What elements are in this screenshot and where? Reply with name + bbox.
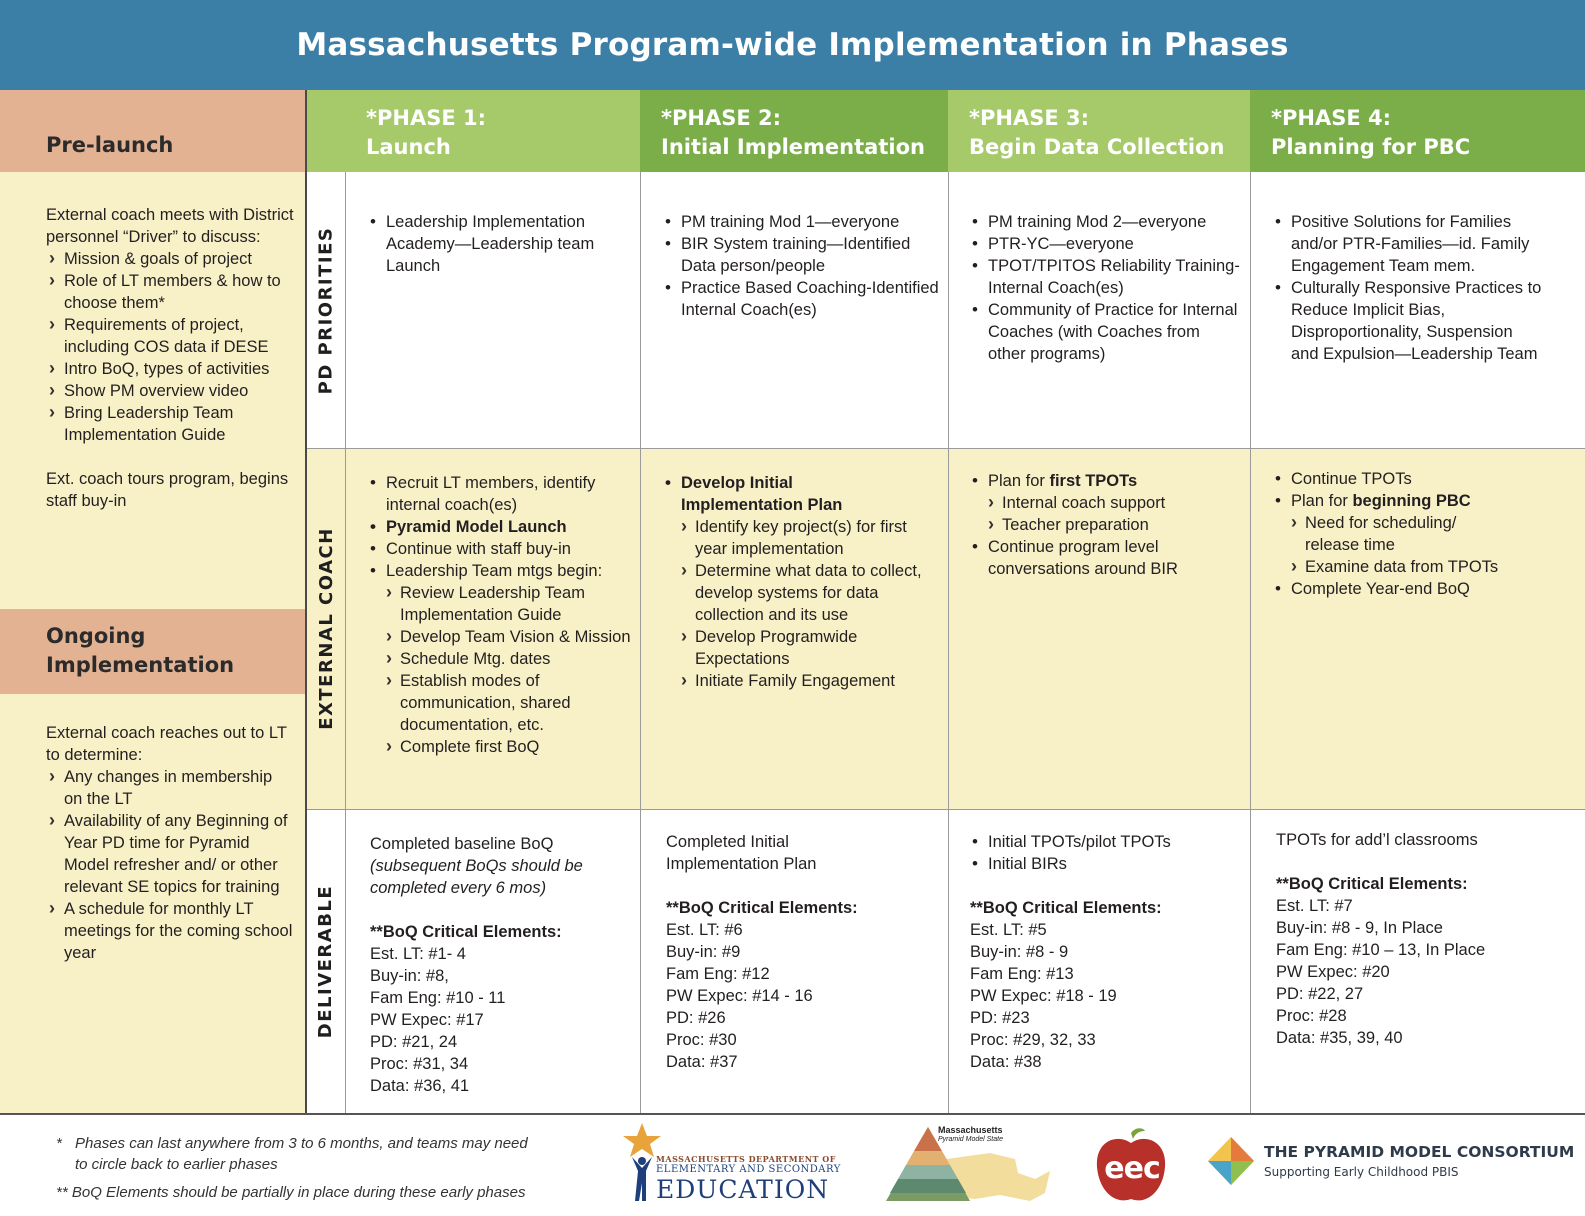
list-item: › Need for scheduling/ release time xyxy=(1289,512,1495,556)
boq-line: Proc: #29, 32, 33 xyxy=(970,1031,1096,1049)
prelaunch-header xyxy=(0,90,305,172)
coach-phase-1 xyxy=(368,472,636,758)
boq-line: PD: #23 xyxy=(970,1009,1030,1027)
deliverable-phase-4 xyxy=(1276,829,1566,1049)
dese-logo xyxy=(622,1121,842,1211)
boq-line: Buy-in: #9 xyxy=(666,943,741,961)
list-item: • Culturally Responsive Practices to Reduce Implicit Bias, Disproportionality, Suspension and Expulsion—Leadership Team xyxy=(1273,277,1543,365)
boq-line: Data: #35, 39, 40 xyxy=(1276,1029,1403,1047)
pd-phase-2 xyxy=(663,211,943,321)
consortium-logo-line-1: THE PYRAMID MODEL CONSORTIUM xyxy=(1264,1143,1575,1161)
ongoing-intro: External coach reaches out to LT to determine: xyxy=(46,724,287,764)
boq-line: Proc: #28 xyxy=(1276,1007,1347,1025)
grid-line xyxy=(307,809,1585,810)
list-item: • PTR-YC—everyone xyxy=(970,233,1240,255)
boq-line: PD: #26 xyxy=(666,1009,726,1027)
boq-line: Est. LT: #1- 4 xyxy=(370,945,466,963)
boq-line: Buy-in: #8 - 9 xyxy=(970,943,1069,961)
list-item: › Intro BoQ, types of activities xyxy=(46,358,295,380)
boq-line: Fam Eng: #13 xyxy=(970,965,1074,983)
list-item: › Schedule Mtg. dates xyxy=(384,648,636,670)
list-item: • Practice Based Coaching-Identified Internal Coach(es) xyxy=(663,277,943,321)
phase-4-number: *PHASE 4: xyxy=(1271,106,1391,130)
list-item: › Availability of any Beginning of Year PD time for Pyramid Model refresher and/ or other relevant SE topics for training xyxy=(46,810,295,898)
boq-line: Data: #38 xyxy=(970,1053,1042,1071)
boq-line: Buy-in: #8, xyxy=(370,967,449,985)
boq-line: PW Expec: #20 xyxy=(1276,963,1390,981)
phase-2-number: *PHASE 2: xyxy=(661,106,781,130)
phase-1-number: *PHASE 1: xyxy=(366,106,486,130)
list-item: › A schedule for monthly LT meetings for the coming school year xyxy=(46,898,295,964)
footer xyxy=(0,1113,1585,1216)
boq-heading: **BoQ Critical Elements: xyxy=(370,923,562,941)
list-item: › Examine data from TPOTs xyxy=(1289,556,1543,578)
deliverable-intro: TPOTs for add’l classrooms xyxy=(1276,831,1478,849)
boq-line: PD: #22, 27 xyxy=(1276,985,1364,1003)
list-item: • PM training Mod 2—everyone xyxy=(970,211,1240,233)
dese-logo-line-3: EDUCATION xyxy=(656,1175,830,1204)
boq-line: Fam Eng: #10 - 11 xyxy=(370,989,506,1007)
boq-line: Fam Eng: #12 xyxy=(666,965,770,983)
boq-line: Est. LT: #5 xyxy=(970,921,1047,939)
list-item: › Bring Leadership Team Implementation Guide xyxy=(46,402,295,446)
footnote-1-line-2: to circle back to earlier phases xyxy=(75,1156,278,1173)
phase-header-corner xyxy=(307,90,345,172)
phase-2-header xyxy=(640,90,948,172)
list-item: • Complete Year-end BoQ xyxy=(1273,578,1543,600)
list-item: • Pyramid Model Launch xyxy=(368,516,636,538)
list-item: › Review Leadership Team Implementation Guide xyxy=(384,582,636,626)
phase-3-number: *PHASE 3: xyxy=(969,106,1089,130)
list-item: › Develop Programwide Expectations xyxy=(679,626,928,670)
list-item: • Initial TPOTs/pilot TPOTs xyxy=(970,831,1240,853)
list-item: › Internal coach support xyxy=(986,492,1235,514)
dese-logo-line-2: ELEMENTARY AND SECONDARY xyxy=(656,1164,841,1175)
phase-4-header xyxy=(1250,90,1585,172)
ma-pyramid-logo-line-2: Pyramid Model State xyxy=(938,1136,1003,1143)
boq-line: Data: #36, 41 xyxy=(370,1077,470,1095)
deliverable-phase-2 xyxy=(666,831,936,1073)
boq-line: PW Expec: #14 - 16 xyxy=(666,987,813,1005)
phase-3-name: Begin Data Collection xyxy=(969,135,1225,159)
deliverable-phase-3 xyxy=(970,831,1240,1073)
boq-line: PW Expec: #18 - 19 xyxy=(970,987,1117,1005)
coach-phase-3 xyxy=(970,470,1235,580)
grid-line xyxy=(1250,172,1251,1113)
list-item: › Mission & goals of project xyxy=(46,248,295,270)
boq-line: Est. LT: #6 xyxy=(666,921,743,939)
footnote-1-line-1: Phases can last anywhere from 3 to 6 months, and teams may need xyxy=(75,1135,528,1152)
list-item: • Continue with staff buy-in xyxy=(368,538,636,560)
coach-phase-2 xyxy=(663,472,928,692)
grid-line xyxy=(640,172,641,1113)
list-item: › Determine what data to collect, develop systems for data collection and its use xyxy=(679,560,928,626)
ongoing-body xyxy=(0,694,305,1113)
phase-1-header xyxy=(345,90,640,172)
list-item: • Develop Initial Implementation Plan xyxy=(663,472,881,516)
pd-phase-4 xyxy=(1273,211,1543,365)
coach-phase-4 xyxy=(1273,468,1543,600)
pyramid-consortium-logo xyxy=(1206,1135,1575,1195)
grid-line xyxy=(345,172,346,1113)
boq-line: Buy-in: #8 - 9, In Place xyxy=(1276,919,1443,937)
ongoing-header xyxy=(0,609,305,694)
boq-line: PD: #21, 24 xyxy=(370,1033,458,1051)
phase-4-name: Planning for PBC xyxy=(1271,135,1471,159)
list-item: › Teacher preparation xyxy=(986,514,1235,536)
row-label-pd-priorities: PD PRIORITIES xyxy=(315,226,337,394)
list-item: • Plan for beginning PBC xyxy=(1273,490,1543,512)
deliverable-intro: Completed baseline BoQ xyxy=(370,835,554,853)
list-item: • Positive Solutions for Families and/or PTR-Families—id. Family Engagement Team mem. xyxy=(1273,211,1543,277)
deliverable-phase-1 xyxy=(370,833,630,1097)
boq-heading: **BoQ Critical Elements: xyxy=(970,899,1162,917)
deliverable-note: (subsequent BoQs should be completed every 6 mos) xyxy=(370,857,583,897)
list-item: › Identify key project(s) for first year implementation xyxy=(679,516,928,560)
row-label-deliverable: DELIVERABLE xyxy=(315,884,337,1038)
row-label-external-coach: EXTERNAL COACH xyxy=(315,527,337,730)
ma-pyramid-state-logo xyxy=(880,1121,1055,1211)
list-item: › Complete first BoQ xyxy=(384,736,636,758)
list-item: › Develop Team Vision & Mission xyxy=(384,626,636,648)
list-item: • Leadership Implementation Academy—Leadership team Launch xyxy=(368,211,633,277)
list-item: • PM training Mod 1—everyone xyxy=(663,211,943,233)
list-item: › Requirements of project, including COS data if DESE xyxy=(46,314,295,358)
phase-1-name: Launch xyxy=(366,135,451,159)
grid-line xyxy=(307,448,1585,449)
dese-logo-line-1: MASSACHUSETTS DEPARTMENT OF xyxy=(656,1154,836,1164)
list-item: • BIR System training—Identified Data person/people xyxy=(663,233,943,277)
list-item: › Any changes in membership on the LT xyxy=(46,766,295,810)
list-item: • Leadership Team mtgs begin: xyxy=(368,560,636,582)
boq-line: Proc: #31, 34 xyxy=(370,1055,469,1073)
consortium-diamond-icon xyxy=(1206,1135,1256,1187)
prelaunch-title: Pre-launch xyxy=(46,133,174,157)
list-item: › Initiate Family Engagement xyxy=(679,670,928,692)
list-item: › Show PM overview video xyxy=(46,380,295,402)
footnote-2: ** BoQ Elements should be partially in place during these early phases xyxy=(56,1184,526,1201)
boq-heading: **BoQ Critical Elements: xyxy=(666,899,858,917)
prelaunch-list xyxy=(46,248,295,446)
pd-phase-1 xyxy=(368,211,633,277)
phase-3-header xyxy=(948,90,1250,172)
boq-line: Data: #37 xyxy=(666,1053,738,1071)
pd-phase-3 xyxy=(970,211,1240,365)
boq-line: PW Expec: #17 xyxy=(370,1011,484,1029)
prelaunch-body xyxy=(0,172,305,609)
boq-line: Proc: #30 xyxy=(666,1031,737,1049)
prelaunch-intro: External coach meets with District personnel “Driver” to discuss: xyxy=(46,206,294,246)
page-title: Massachusetts Program-wide Implementation in Phases xyxy=(0,0,1585,90)
footnote-1-star: * xyxy=(56,1135,62,1152)
eec-logo-text: eec xyxy=(1104,1151,1160,1186)
boq-line: Fam Eng: #10 – 13, In Place xyxy=(1276,941,1486,959)
eec-logo xyxy=(1093,1125,1171,1209)
boq-heading: **BoQ Critical Elements: xyxy=(1276,875,1468,893)
ongoing-title: Ongoing Implementation xyxy=(46,624,235,677)
deliverable-intro: Completed Initial Implementation Plan xyxy=(666,833,817,873)
consortium-logo-line-2: Supporting Early Childhood PBIS xyxy=(1264,1165,1459,1179)
grid-line xyxy=(948,172,949,1113)
list-item: • Plan for first TPOTs xyxy=(970,470,1235,492)
list-item: • Initial BIRs xyxy=(970,853,1240,875)
phase-2-name: Initial Implementation xyxy=(661,135,925,159)
list-item: › Establish modes of communication, shared documentation, etc. xyxy=(384,670,636,736)
list-item: › Role of LT members & how to choose them* xyxy=(46,270,295,314)
list-item: • Continue TPOTs xyxy=(1273,468,1543,490)
ma-pyramid-logo-line-1: Massachusetts xyxy=(938,1125,1003,1135)
list-item: • Continue program level conversations around BIR xyxy=(970,536,1235,580)
boq-line: Est. LT: #7 xyxy=(1276,897,1353,915)
list-item: • Community of Practice for Internal Coaches (with Coaches from other programs) xyxy=(970,299,1240,365)
list-item: • Recruit LT members, identify internal coach(es) xyxy=(368,472,636,516)
list-item: • TPOT/TPITOS Reliability Training- Internal Coach(es) xyxy=(970,255,1240,299)
ongoing-list xyxy=(46,766,295,964)
prelaunch-outro: Ext. coach tours program, begins staff buy-in xyxy=(46,470,289,510)
